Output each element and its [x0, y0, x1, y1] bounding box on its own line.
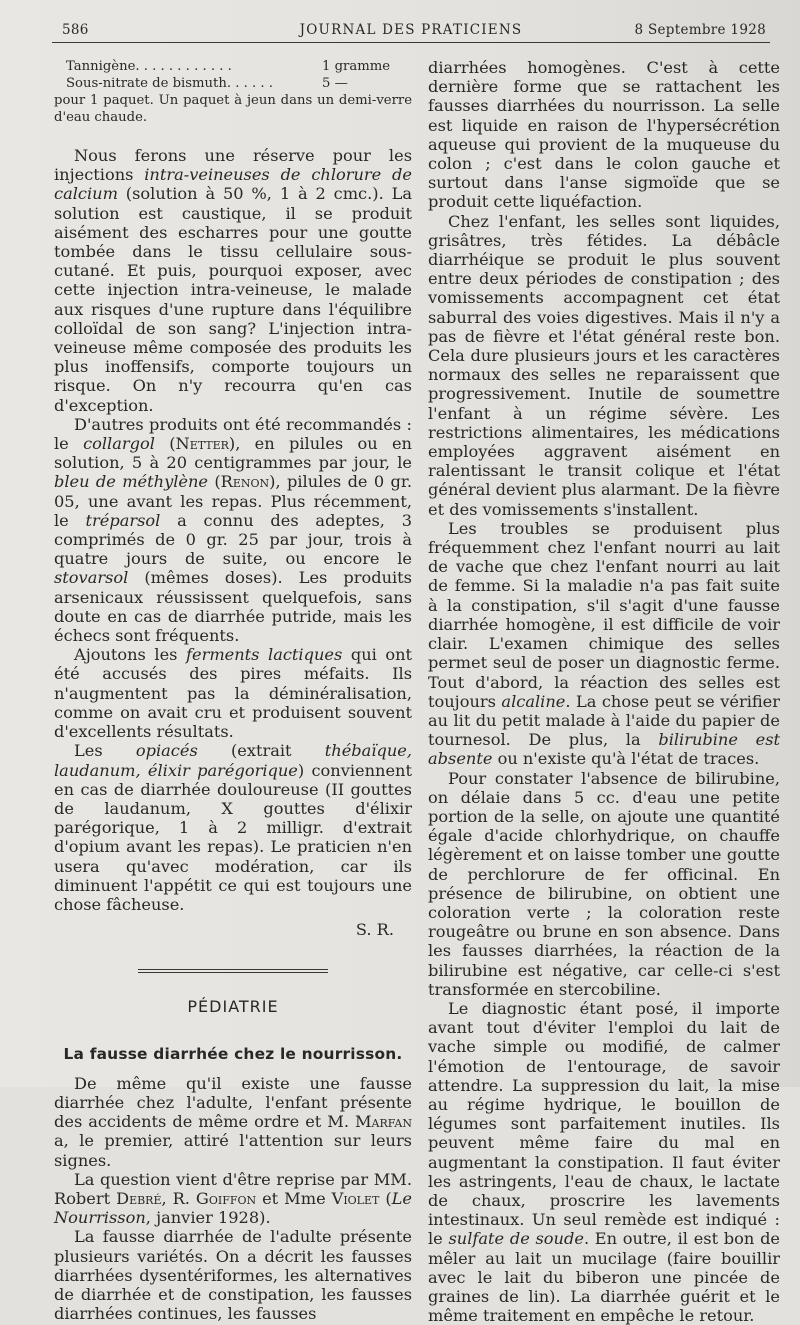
paragraph: La question vient d'être reprise par MM. Robert Debré, R. Goiffon et Mme Violet (Le Nourrisson, janvier 1928). [54, 1169, 412, 1228]
paragraph: Chez l'enfant, les selles sont liquides, grisâtres, très fétides. La débâcle diarrhéique se produit le plus souvent entre deux périodes de constipation ; des vomissements accompagnent cet état saburral des voies digestives. Mais il n'y a pas de fièvre et l'état général reste bon. Cela dure plusieurs jours et les caractères normaux des selles ne reparaissent que progressivement. Inutile de soumettre l'enfant à un régime sévère. Les restrictions alimentaires, les médications employées aggravent aisément en ralentissant le transit colique et l'état général devient plus alarmant. De la fièvre et des vomissements s'installent. [428, 211, 780, 519]
left-column [54, 58, 412, 1323]
paragraph: Les opiacés (extrait thébaïque, laudanum, élixir parégorique) conviennent en cas de diarrhée douloureuse (II gouttes de laudanum, X gouttes d'élixir parégorique, 1 à 2 milligr. d'extrait d'opium avant les repas). Le praticien n'en usera qu'avec modération, car ils diminuent l'appétit ce qui est toujours une chose fâcheuse. [54, 741, 412, 914]
paragraph: La fausse diarrhée de l'adulte présente plusieurs variétés. On a décrit les fausses diarrhées dysentériformes, les alternatives de diarrhée et de constipation, les fausses diarrhées continues, les fausses [54, 1227, 412, 1324]
section-divider [138, 969, 328, 973]
rx-qty-1: 1 gramme [322, 59, 391, 74]
rx-qty-2: 5 — [322, 76, 348, 91]
right-column [428, 58, 780, 1325]
paragraph: Ajoutons les ferments lactiques qui ont été accusés des pires méfaits. Ils n'augmentent pas la déminéralisation, comme on avait cru et produisent souvent d'excellents résultats. [54, 645, 413, 742]
paragraph: Pour constater l'absence de bilirubine, on délaie dans 5 cc. d'eau une petite portion de la selle, on ajoute une quantité égale d'acide chlorhydrique, on chauffe légèrement et on laisse tomber une goutte de perchlorure de fer officinal. En présence de bilirubine, on obtient une coloration verte ; la coloration reste rougeâtre ou brune en son absence. Dans les fausses diarrhées, la réaction de la bilirubine est négative, car celle-ci s'est transformée en stercobiline. [428, 768, 780, 999]
section-heading: PÉDIATRIE [187, 997, 279, 1017]
page-header [52, 20, 770, 43]
paragraph: Nous ferons une réserve pour les injections intra-veineuses de chlorure de calcium (solution à 50 %, 1 à 2 cmc.). La solution est caustique, il se produit aisément des escharres pour une goutte tombée dans le tissu cellulaire sous-cutané. Et puis, pourquoi exposer, avec cette injection intra-veineuse, le malade aux risques d'une rupture dans l'équilibre colloïdal de son sang? L'injection intra-veineuse même composée des produits les plus inoffensifs, comporte toujours un risque. On n'y recourra qu'en cas d'exception. [54, 146, 412, 415]
rx-item-1: Tannigène. . . . . . . . . . . . [66, 59, 232, 74]
signature: S. R. [355, 920, 394, 940]
paragraph: Les troubles se produisent plus fréquemment chez l'enfant nourri au lait de vache que chez l'enfant nourri au lait de femme. Si la maladie n'a pas fait suite à la constipation, s'il s'agit d'une fausse diarrhée homogène, il est difficile de voir clair. L'examen chimique des selles permet seul de poser un diagnostic ferme. Tout d'abord, la réaction des selles est toujours alcaline. La chose peut se vérifier au lit du petit malade à l'aide du papier de tournesol. De plus, la bilirubine est absente ou n'existe qu'à l'état de traces. [428, 518, 781, 769]
paragraph: De même qu'il existe une fausse diarrhée chez l'adulte, l'enfant présente des accidents de même ordre et M. Marfan a, le premier, attiré l'attention sur leurs signes. [54, 1073, 412, 1170]
journal-title: JOURNAL DES PRATICIENS [299, 22, 523, 38]
paragraph: D'autres produits ont été recommandés : le collargol (Netter), en pilules ou en solution, 5 à 20 centigrammes par jour, le bleu de méthylène (Renon), pilules de 0 gr. 05, une avant les repas. Plus récemment, le tréparsol a connu des adeptes, 3 comprimés de 0 gr. 25 par jour, trois à quatre jours de suite, ou encore le stovarsol (mêmes doses). Les produits arsenicaux réussissent quelquefois, sans doute en cas de diarrhée putride, mais les échecs sont fréquents. [54, 414, 412, 646]
article-title: La fausse diarrhée chez le nourrisson. [63, 1044, 403, 1063]
paragraph: Le diagnostic étant posé, il importe avant tout d'éviter l'emploi du lait de vache simple ou modifié, de calmer l'émotion de l'entourage, de savoir attendre. La suppression du lait, la mise au régime hydrique, le bouillon de légumes sont parfaitement inutiles. Ils peuvent même faire du mal en augmentant la constipation. Il faut éviter les astringents, l'eau de chaux, le lactate de chaux, proscrire les lavements intestinaux. Un seul remède est indiqué : le sulfate de soude. En outre, il est bon de mêler au lait un mucilage (faire bouillir avec le lait du biberon une pincée de graines de lin). La diarrhée guérit et le même traitement en empêche le retour. [428, 998, 781, 1325]
issue-date: 8 Septembre 1928 [634, 22, 766, 38]
rx-item-2: Sous-nitrate de bismuth. . . . . . [66, 76, 273, 91]
rx-note: pour 1 paquet. Un paquet à jeun dans un demi-verre d'eau chaude. [54, 93, 412, 125]
prescription [54, 58, 412, 126]
page-number: 586 [62, 22, 89, 38]
paragraph: diarrhées homogènes. C'est à cette dernière forme que se rattachent les fausses diarrhées du nourrisson. La selle est liquide en raison de l'hypersécrétion aqueuse qui provient de la muqueuse du colon ; c'est dans le colon gauche et surtout dans l'anse sigmoïde que se produit cette liquéfaction. [428, 58, 780, 212]
